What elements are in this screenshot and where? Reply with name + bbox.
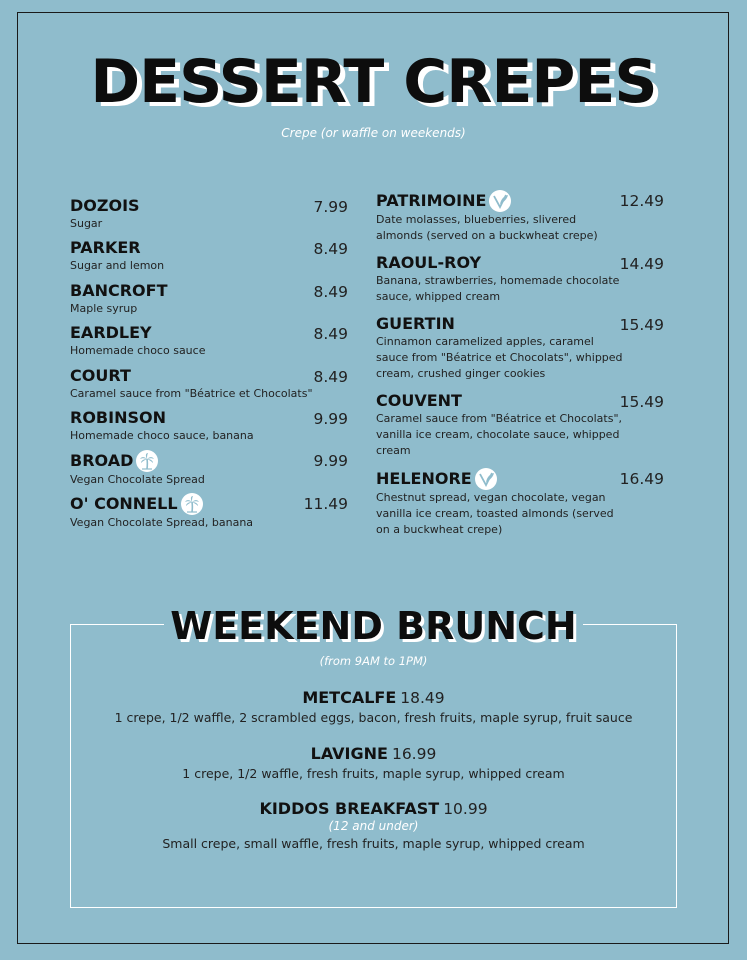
menu-item-desc: Sugar and lemon xyxy=(70,259,165,273)
menu-item-price: 14.49 xyxy=(619,255,664,273)
menu-item-price: 16.49 xyxy=(619,470,664,488)
menu-item xyxy=(376,190,664,244)
menu-item-price: 9.99 xyxy=(313,409,348,428)
brunch-item-price: 18.49 xyxy=(400,689,445,707)
menu-item-name-text: HELENORE xyxy=(376,469,472,488)
menu-item-name xyxy=(70,323,152,343)
brunch-item-name: METCALFE xyxy=(302,688,397,707)
menu-item-price: 8.49 xyxy=(313,367,348,386)
menu-item-name-text: EARDLEY xyxy=(70,323,152,343)
menu-item-desc: Caramel sauce from "Béatrice et Chocolats", vanilla ice cream, chocolate sauce, whipped cream xyxy=(376,412,623,457)
menu-item xyxy=(70,450,348,492)
page-subtitle: Crepe (or waffle on weekends) xyxy=(281,126,466,140)
menu-item-name xyxy=(376,314,455,334)
menu-item-price: 15.49 xyxy=(619,393,664,411)
menu-item-desc: Date molasses, blueberries, slivered almonds (served on a buckwheat crepe) xyxy=(376,213,598,242)
brunch-item-desc: Small crepe, small waffle, fresh fruits, maple syrup, whipped cream xyxy=(162,836,585,851)
menu-item xyxy=(376,468,664,538)
menu-item-name-text: BROAD xyxy=(70,451,134,471)
menu-item xyxy=(70,196,348,238)
menu-item-price: 9.99 xyxy=(313,452,348,471)
menu-item-name-text: COUVENT xyxy=(376,391,462,410)
vegan-leaf-icon xyxy=(475,468,497,490)
menu-item xyxy=(70,281,348,323)
menu-item-price: 15.49 xyxy=(619,316,664,334)
menu-item-name-text: COURT xyxy=(70,365,131,385)
menu-item xyxy=(376,391,664,459)
brunch-title-wrap xyxy=(0,604,747,648)
menu-item-name xyxy=(70,408,166,428)
menu-item-desc: Chestnut spread, vegan chocolate, vegan vanilla ice cream, toasted almonds (served on a buckwheat crepe) xyxy=(376,491,614,536)
brunch-item-desc: 1 crepe, 1/2 waffle, fresh fruits, maple syrup, whipped cream xyxy=(182,766,565,781)
menu-item-name xyxy=(70,196,140,216)
menu-item-name-text: GUERTIN xyxy=(376,314,455,333)
palm-tree-icon xyxy=(136,450,158,472)
palm-tree-icon xyxy=(181,493,203,515)
menu-item-desc: Vegan Chocolate Spread xyxy=(70,473,205,487)
brunch-item-note: (12 and under) xyxy=(328,819,419,833)
brunch-item-price: 10.99 xyxy=(443,800,488,818)
menu-item-desc: Homemade choco sauce xyxy=(70,344,206,358)
menu-item-name xyxy=(70,281,167,301)
brunch-item-name: KIDDOS BREAKFAST xyxy=(259,799,440,818)
page-title: DESSERT CREPES xyxy=(90,47,657,117)
menu-item-desc: Cinnamon caramelized apples, caramel sauce from "Béatrice et Chocolats", whipped cream, crushed ginger cookies xyxy=(376,335,623,380)
menu-item-name-text: RAOUL-ROY xyxy=(376,253,482,272)
menu-item xyxy=(70,408,348,450)
brunch-subtitle: (from 9AM to 1PM) xyxy=(319,654,428,668)
brunch-item-metcalfe xyxy=(0,688,747,725)
crepes-left-column xyxy=(70,196,348,535)
brunch-title: WEEKEND BRUNCH xyxy=(164,604,582,648)
menu-item-name xyxy=(70,366,131,386)
menu-item-name-text: DOZOIS xyxy=(70,196,140,215)
menu-item-name-text: O' CONNELL xyxy=(70,493,178,513)
menu-item xyxy=(376,314,664,382)
menu-item-price: 8.49 xyxy=(313,325,348,344)
menu-item xyxy=(70,366,348,408)
menu-item-name xyxy=(376,190,511,212)
menu-item-name xyxy=(70,493,203,515)
menu-item-name xyxy=(376,253,481,273)
menu-item-name-text: BANCROFT xyxy=(70,280,168,300)
menu-item-price: 12.49 xyxy=(619,192,664,210)
brunch-item-lavigne xyxy=(0,744,747,781)
menu-item-name-text: ROBINSON xyxy=(70,407,166,427)
menu-item-price: 8.49 xyxy=(313,282,348,301)
menu-item xyxy=(70,238,348,280)
menu-item-desc: Banana, strawberries, homemade chocolate sauce, whipped cream xyxy=(376,274,620,303)
menu-item xyxy=(70,323,348,365)
menu-item-desc: Homemade choco sauce, banana xyxy=(70,428,254,442)
brunch-item-kiddos xyxy=(0,799,747,851)
menu-item-name xyxy=(70,450,158,472)
menu-item-desc: Caramel sauce from "Béatrice et Chocolats" xyxy=(70,386,313,400)
menu-item-desc: Sugar xyxy=(70,217,103,230)
menu-item-name-text: PATRIMOINE xyxy=(376,191,487,210)
menu-item-price: 8.49 xyxy=(313,240,348,259)
menu-item-desc: Vegan Chocolate Spread, banana xyxy=(70,515,254,529)
menu-item-name-text: PARKER xyxy=(70,238,141,258)
menu-item-name xyxy=(376,391,462,411)
menu-item-name xyxy=(70,238,141,258)
menu-item xyxy=(376,253,664,305)
brunch-item-price: 16.99 xyxy=(391,745,437,763)
brunch-item-name: LAVIGNE xyxy=(310,744,388,763)
menu-item-price: 7.99 xyxy=(313,198,348,216)
menu-item xyxy=(70,493,348,535)
vegan-leaf-icon xyxy=(489,190,511,212)
brunch-item-desc: 1 crepe, 1/2 waffle, 2 scrambled eggs, bacon, fresh fruits, maple syrup, fruit sauce xyxy=(114,710,633,725)
menu-item-name xyxy=(376,468,497,490)
crepes-right-column xyxy=(376,190,664,547)
menu-item-desc: Maple syrup xyxy=(70,301,138,315)
menu-item-price: 11.49 xyxy=(303,494,348,513)
